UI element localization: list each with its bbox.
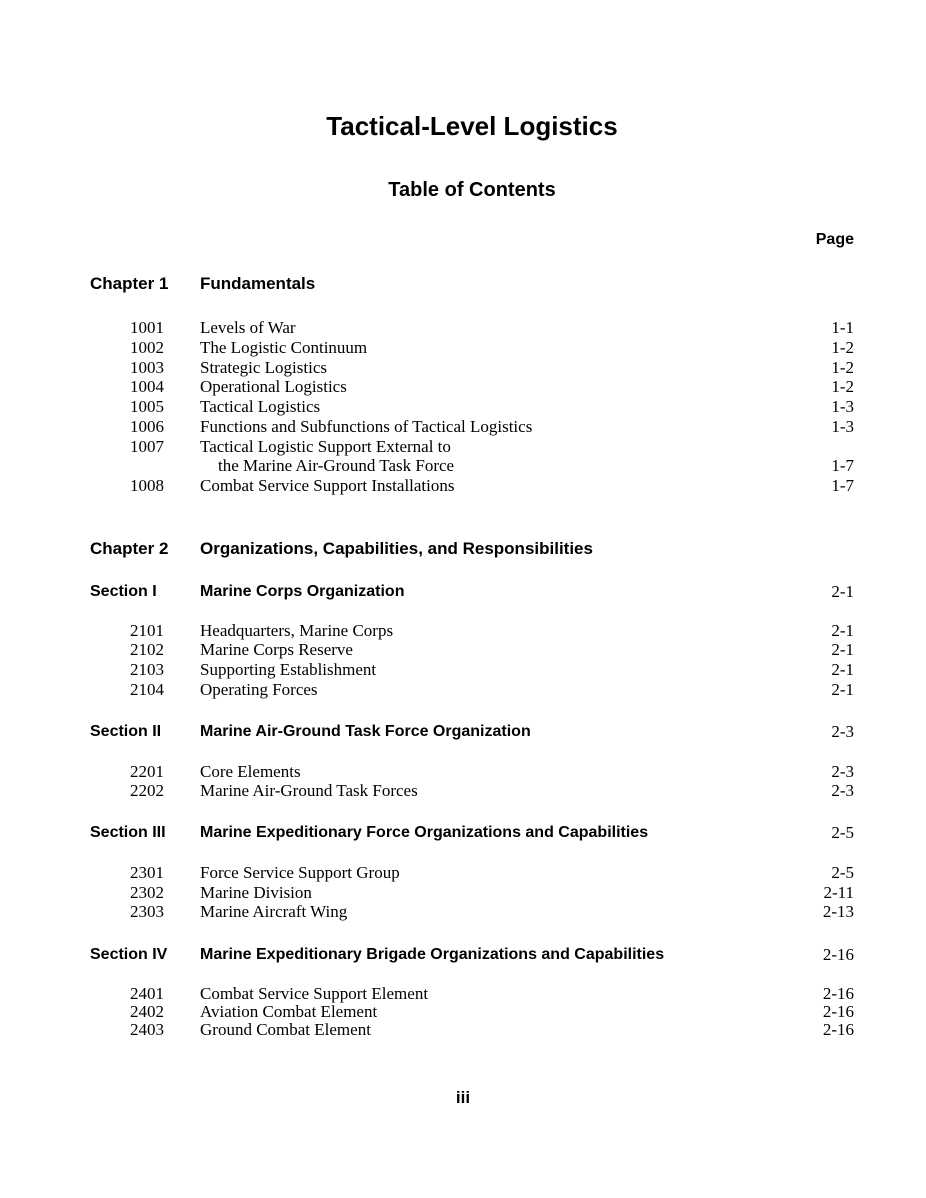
toc-entry[interactable]	[0, 338, 926, 358]
entry-title: Strategic Logistics	[200, 358, 328, 377]
entry-title: Marine Corps Reserve	[200, 640, 353, 659]
chapter-1-label: Chapter 1	[90, 274, 169, 293]
chapter-2-label: Chapter 2	[90, 539, 169, 558]
toc-entry[interactable]	[0, 417, 926, 437]
section-4-page: 2-16	[822, 945, 854, 964]
entry-title: Marine Division	[200, 883, 312, 902]
entry-title: Headquarters, Marine Corps	[200, 621, 394, 640]
entry-page: 2-3	[831, 781, 854, 800]
entry-page: 1-3	[831, 397, 854, 416]
entry-title: Levels of War	[200, 318, 296, 337]
entry-number: 2401	[130, 984, 164, 1003]
entry-number: 2101	[130, 621, 164, 640]
toc-entry[interactable]	[0, 476, 926, 496]
entry-page: 2-16	[822, 1002, 854, 1021]
toc-entry[interactable]	[0, 358, 926, 378]
entry-title: Marine Aircraft Wing	[200, 902, 348, 921]
entry-page: 2-1	[831, 621, 854, 640]
entry-page: 2-1	[831, 660, 854, 679]
entry-number: 2104	[130, 680, 164, 699]
section-4-title[interactable]: Marine Expeditionary Brigade Organizations and Capabilities	[200, 946, 665, 963]
entry-title: Marine Air-Ground Task Forces	[200, 781, 418, 800]
entry-title: Tactical Logistic Support External to	[200, 437, 451, 456]
section-2-title[interactable]: Marine Air-Ground Task Force Organization	[200, 723, 531, 740]
entry-title-continued: the Marine Air-Ground Task Force	[218, 456, 455, 475]
entry-number: 1008	[130, 476, 164, 495]
entry-page: 2-1	[831, 640, 854, 659]
section-1-label: Section I	[90, 583, 157, 600]
entry-title: The Logistic Continuum	[200, 338, 368, 357]
toc-title: Table of Contents	[388, 179, 556, 201]
toc-entry[interactable]	[0, 883, 926, 903]
entry-number: 2403	[130, 1020, 164, 1039]
entry-number: 1004	[130, 377, 164, 396]
toc-entry[interactable]	[0, 437, 926, 457]
section-2-label: Section II	[90, 723, 162, 740]
entry-number: 2102	[130, 640, 164, 659]
section-4-label: Section IV	[90, 946, 168, 963]
entry-page: 1-2	[831, 338, 854, 357]
page-column-header: Page	[815, 231, 854, 248]
entry-number: 1005	[130, 397, 164, 416]
entry-page: 2-13	[822, 902, 854, 921]
entry-title: Aviation Combat Element	[200, 1002, 378, 1021]
toc-entry[interactable]	[0, 621, 926, 641]
entry-title: Supporting Establishment	[200, 660, 377, 679]
entry-page: 2-3	[831, 762, 854, 781]
entry-title: Combat Service Support Element	[200, 984, 429, 1003]
section-1-page: 2-1	[831, 582, 854, 601]
chapter-1-title: Fundamentals	[200, 274, 316, 293]
toc-entry[interactable]	[0, 660, 926, 680]
toc-entry[interactable]	[0, 1020, 926, 1040]
toc-entry[interactable]	[0, 984, 926, 1004]
entry-page: 1-3	[831, 417, 854, 436]
toc-entry[interactable]	[0, 397, 926, 417]
entry-number: 1006	[130, 417, 164, 436]
toc-entry[interactable]	[0, 863, 926, 883]
entry-page: 1-2	[831, 358, 854, 377]
toc-entry[interactable]	[0, 781, 926, 801]
entry-number: 2402	[130, 1002, 164, 1021]
toc-entry[interactable]	[0, 902, 926, 922]
chapter-2-title: Organizations, Capabilities, and Responsibilities	[200, 539, 593, 558]
page-number: iii	[455, 1088, 471, 1107]
entry-title: Functions and Subfunctions of Tactical Logistics	[200, 417, 533, 436]
toc-entry[interactable]	[0, 318, 926, 338]
entry-number: 2201	[130, 762, 164, 781]
section-1-title[interactable]: Marine Corps Organization	[200, 583, 405, 600]
section-3-label: Section III	[90, 824, 166, 841]
entry-number: 1001	[130, 318, 164, 337]
entry-page: 1-7	[831, 476, 854, 495]
entry-number: 1003	[130, 358, 164, 377]
entry-title: Force Service Support Group	[200, 863, 400, 882]
entry-page: 2-16	[822, 1020, 854, 1039]
entry-title: Combat Service Support Installations	[200, 476, 455, 495]
entry-number: 2303	[130, 902, 164, 921]
entry-number: 1002	[130, 338, 164, 357]
entry-page: 2-16	[822, 984, 854, 1003]
toc-entry[interactable]	[0, 640, 926, 660]
entry-page: 1-2	[831, 377, 854, 396]
toc-entry[interactable]	[0, 377, 926, 397]
entry-number: 1007	[130, 437, 164, 456]
entry-title: Operational Logistics	[200, 377, 347, 396]
toc-entry[interactable]	[0, 680, 926, 700]
entry-page: 1-7	[831, 456, 854, 475]
entry-page: 2-5	[831, 863, 854, 882]
section-3-title[interactable]: Marine Expeditionary Force Organizations and Capabilities	[200, 824, 649, 841]
entry-title: Core Elements	[200, 762, 301, 781]
section-3-page: 2-5	[831, 823, 854, 842]
entry-number: 2103	[130, 660, 164, 679]
entry-number: 2302	[130, 883, 164, 902]
entry-page: 2-1	[831, 680, 854, 699]
entry-title: Operating Forces	[200, 680, 318, 699]
toc-entry[interactable]	[0, 762, 926, 782]
toc-entry[interactable]	[0, 1002, 926, 1022]
entry-title: Tactical Logistics	[200, 397, 321, 416]
entry-number: 2202	[130, 781, 164, 800]
section-2-page: 2-3	[831, 722, 854, 741]
entry-number: 2301	[130, 863, 164, 882]
entry-page: 2-11	[823, 883, 854, 902]
toc-entry-continued[interactable]	[0, 456, 926, 476]
document-title: Tactical-Level Logistics	[326, 111, 618, 141]
entry-page: 1-1	[831, 318, 854, 337]
entry-title: Ground Combat Element	[200, 1020, 371, 1039]
